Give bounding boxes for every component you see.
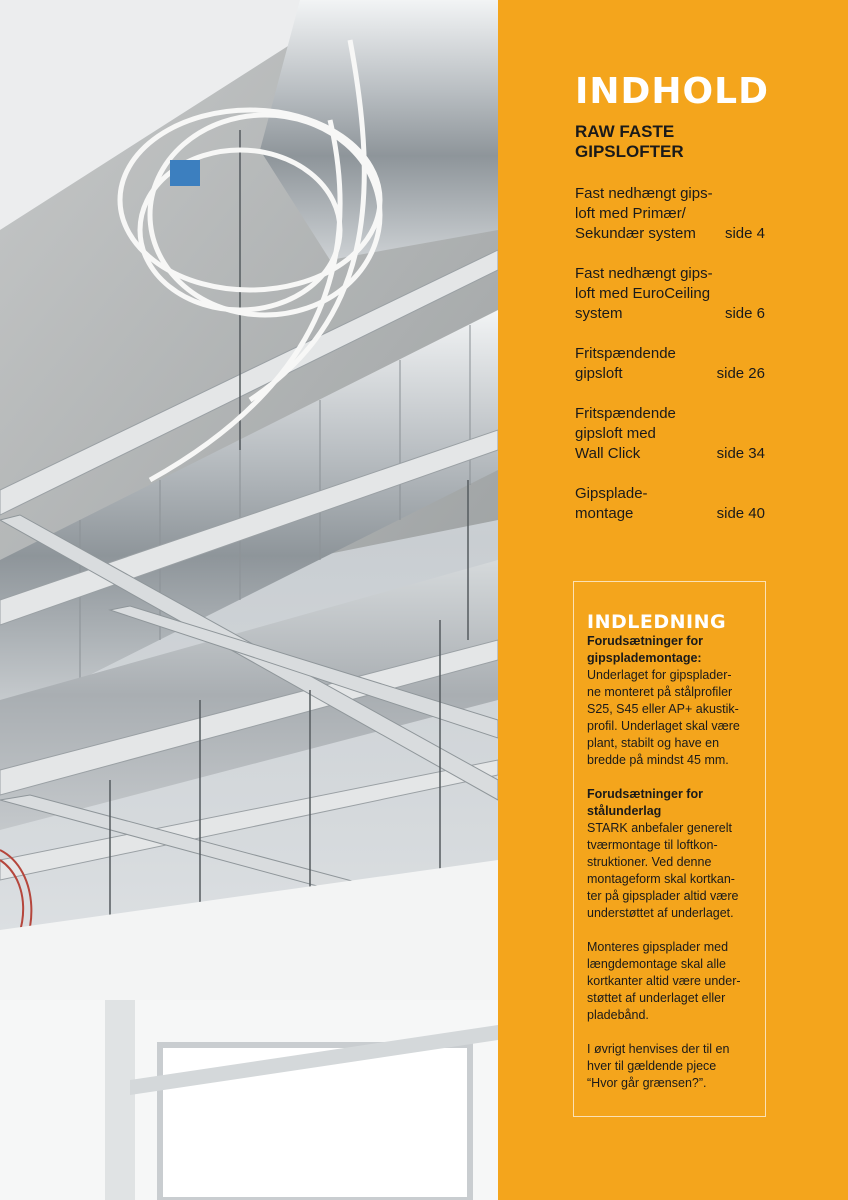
section-heading: [575, 122, 815, 162]
contents-title: INDHOLD: [575, 71, 769, 112]
paragraph-heading: gipsplademontage:: [587, 651, 702, 665]
paragraph-line: STARK anbefaler generelt: [587, 821, 732, 835]
introduction-paragraph: [587, 786, 755, 922]
introduction-box: [573, 581, 766, 1117]
toc-item-line: gipsloft: [575, 365, 623, 382]
toc-page-number: side 40: [716, 505, 765, 522]
paragraph-line: struktioner. Ved denne: [587, 855, 712, 869]
paragraph-line: understøttet af underlaget.: [587, 906, 734, 920]
introduction-title: INDLEDNING: [587, 611, 727, 633]
toc-item-wall-click[interactable]: [575, 404, 765, 464]
table-of-contents: [575, 184, 765, 544]
toc-item-line: Fast nedhængt gips-: [575, 185, 713, 202]
paragraph-heading: stålunderlag: [587, 804, 662, 818]
toc-item-euroceiling[interactable]: [575, 264, 765, 324]
paragraph-line: Monteres gipsplader med: [587, 940, 729, 954]
paragraph-line: plant, stabilt og have en: [587, 736, 720, 750]
paragraph-line: bredde på mindst 45 mm.: [587, 753, 729, 767]
junction-box: [170, 160, 200, 186]
toc-page-number: side 34: [716, 445, 765, 462]
window: [160, 1045, 470, 1200]
gypsum-board: [0, 860, 498, 1020]
paragraph-line: støttet af underlaget eller: [587, 991, 726, 1005]
toc-item-plate-mounting[interactable]: [575, 484, 765, 524]
paragraph-line: kortkanter altid være under-: [587, 974, 741, 988]
toc-item-line: Fritspændende: [575, 405, 676, 422]
toc-item-primary-secondary[interactable]: [575, 184, 765, 244]
paragraph-line: “Hvor går grænsen?”.: [587, 1076, 707, 1090]
paragraph-line: montageform skal kortkan-: [587, 872, 735, 886]
paragraph-line: længdemontage skal alle: [587, 957, 726, 971]
toc-page-number: side 26: [716, 365, 765, 382]
contents-panel: [498, 0, 848, 1200]
paragraph-line: tværmontage til loftkon-: [587, 838, 718, 852]
paragraph-heading: Forudsætninger for: [587, 787, 703, 801]
section-heading-line: GIPSLOFTER: [575, 142, 684, 161]
section-heading-line: RAW FASTE: [575, 122, 675, 141]
toc-page-number: side 6: [724, 305, 765, 322]
toc-item-line: loft med EuroCeiling: [575, 285, 711, 302]
toc-item-line: loft med Primær/: [575, 205, 686, 222]
introduction-paragraph: [587, 1041, 755, 1092]
toc-item-line: Wall Click: [575, 445, 641, 462]
toc-item-line: gipsloft med: [575, 425, 656, 442]
paragraph-line: pladebånd.: [587, 1008, 649, 1022]
paragraph-line: I øvrigt henvises der til en: [587, 1042, 730, 1056]
paragraph-line: Underlaget for gipsplader-: [587, 668, 732, 682]
paragraph-heading: Forudsætninger for: [587, 634, 703, 648]
toc-page-number: side 4: [724, 225, 765, 242]
toc-item-line: Fast nedhængt gips-: [575, 265, 713, 282]
introduction-paragraph: [587, 939, 755, 1024]
toc-item-line: system: [575, 305, 623, 322]
paragraph-line: hver til gældende pjece: [587, 1059, 717, 1073]
toc-item-line: Fritspændende: [575, 345, 676, 362]
toc-item-line: Gipsplade-: [575, 485, 648, 502]
toc-item-line: montage: [575, 505, 634, 522]
paragraph-line: ter på gipsplader altid være: [587, 889, 739, 903]
paragraph-line: ne monteret på stålprofiler: [587, 685, 733, 699]
paragraph-line: profil. Underlaget skal være: [587, 719, 740, 733]
paragraph-line: S25, S45 eller AP+ akustik-: [587, 702, 739, 716]
toc-item-line: Sekundær system: [575, 225, 696, 242]
toc-item-free-span[interactable]: [575, 344, 765, 384]
introduction-paragraph: [587, 633, 755, 769]
